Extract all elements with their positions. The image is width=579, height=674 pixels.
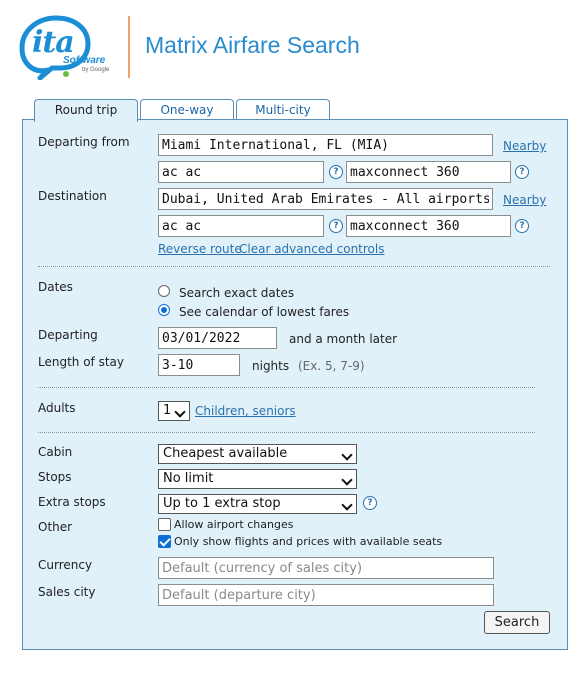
adults-select[interactable] — [158, 401, 190, 421]
adults-select-value: 1 — [163, 403, 172, 418]
currency-input[interactable] — [158, 557, 494, 579]
chevron-down-icon — [341, 449, 352, 460]
extra-stops-select[interactable] — [158, 494, 357, 514]
chevron-down-icon — [341, 499, 352, 510]
logo-software-text: Software — [63, 55, 106, 66]
header-divider — [128, 16, 130, 78]
reverse-route-link[interactable]: Reverse route — [158, 242, 242, 256]
departing-from-input[interactable] — [158, 134, 493, 156]
extra-stops-label: Extra stops — [38, 495, 106, 509]
destination-extension-codes-input[interactable] — [346, 215, 511, 237]
departing-routing-codes-input[interactable] — [158, 161, 324, 183]
tab-one-way[interactable]: One-way — [140, 99, 234, 120]
currency-label: Currency — [38, 558, 93, 572]
only-available-seats-label[interactable]: Only show flights and prices with available seats — [174, 535, 443, 548]
departing-date-label: Departing — [38, 328, 98, 342]
cabin-select[interactable] — [158, 444, 357, 464]
departing-from-label: Departing from — [38, 135, 130, 149]
app-title: Matrix Airfare Search — [145, 32, 360, 58]
logo-by-google-text: by Google — [82, 67, 110, 73]
search-exact-dates-label[interactable]: Search exact dates — [179, 286, 295, 300]
stay-hint: (Ex. 5, 7-9) — [298, 359, 365, 373]
calendar-lowest-fares-label[interactable]: See calendar of lowest fares — [179, 305, 350, 319]
allow-airport-changes-label[interactable]: Allow airport changes — [174, 518, 294, 531]
departing-nearby-link[interactable]: Nearby — [503, 139, 547, 153]
calendar-lowest-fares-radio[interactable] — [158, 304, 170, 316]
extra-stops-help-icon[interactable]: ? — [363, 496, 377, 510]
logo-text: ita — [32, 25, 74, 60]
search-button[interactable]: Search — [484, 611, 550, 634]
children-seniors-link[interactable]: Children, seniors — [195, 404, 296, 418]
destination-label: Destination — [38, 189, 107, 203]
departing-date-input[interactable] — [158, 327, 277, 349]
sales-city-label: Sales city — [38, 585, 96, 599]
nights-label: nights — [252, 359, 290, 373]
chevron-down-icon — [174, 406, 185, 417]
destination-input[interactable] — [158, 188, 493, 210]
stops-label: Stops — [38, 470, 72, 484]
date-range-suffix: and a month later — [289, 332, 398, 346]
cabin-label: Cabin — [38, 445, 73, 459]
extension-help-icon[interactable]: ? — [515, 165, 529, 179]
extra-stops-select-value: Up to 1 extra stop — [163, 496, 281, 511]
tab-round-trip[interactable]: Round trip — [34, 99, 138, 122]
stops-select[interactable] — [158, 469, 357, 489]
ita-software-logo — [18, 14, 114, 80]
search-exact-dates-radio[interactable] — [158, 285, 170, 297]
allow-airport-changes-checkbox[interactable] — [158, 518, 171, 531]
clear-advanced-controls-link[interactable]: Clear advanced controls — [239, 242, 385, 256]
sales-city-input[interactable] — [158, 584, 494, 606]
tab-multi-city[interactable]: Multi-city — [236, 99, 330, 120]
chevron-down-icon — [341, 474, 352, 485]
section-divider — [38, 432, 535, 433]
length-of-stay-label: Length of stay — [38, 355, 124, 369]
routing-help-icon[interactable]: ? — [329, 165, 343, 179]
length-of-stay-input[interactable] — [158, 354, 240, 376]
adults-label: Adults — [38, 401, 76, 415]
extension-help-icon[interactable]: ? — [515, 219, 529, 233]
destination-routing-codes-input[interactable] — [158, 215, 324, 237]
section-divider — [38, 266, 550, 267]
destination-nearby-link[interactable]: Nearby — [503, 193, 547, 207]
other-label: Other — [38, 520, 73, 534]
section-divider — [38, 387, 535, 388]
stops-select-value: No limit — [163, 471, 214, 486]
cabin-select-value: Cheapest available — [163, 446, 288, 461]
dates-label: Dates — [38, 280, 73, 294]
routing-help-icon[interactable]: ? — [329, 219, 343, 233]
departing-extension-codes-input[interactable] — [346, 161, 511, 183]
only-available-seats-checkbox[interactable] — [158, 535, 171, 548]
